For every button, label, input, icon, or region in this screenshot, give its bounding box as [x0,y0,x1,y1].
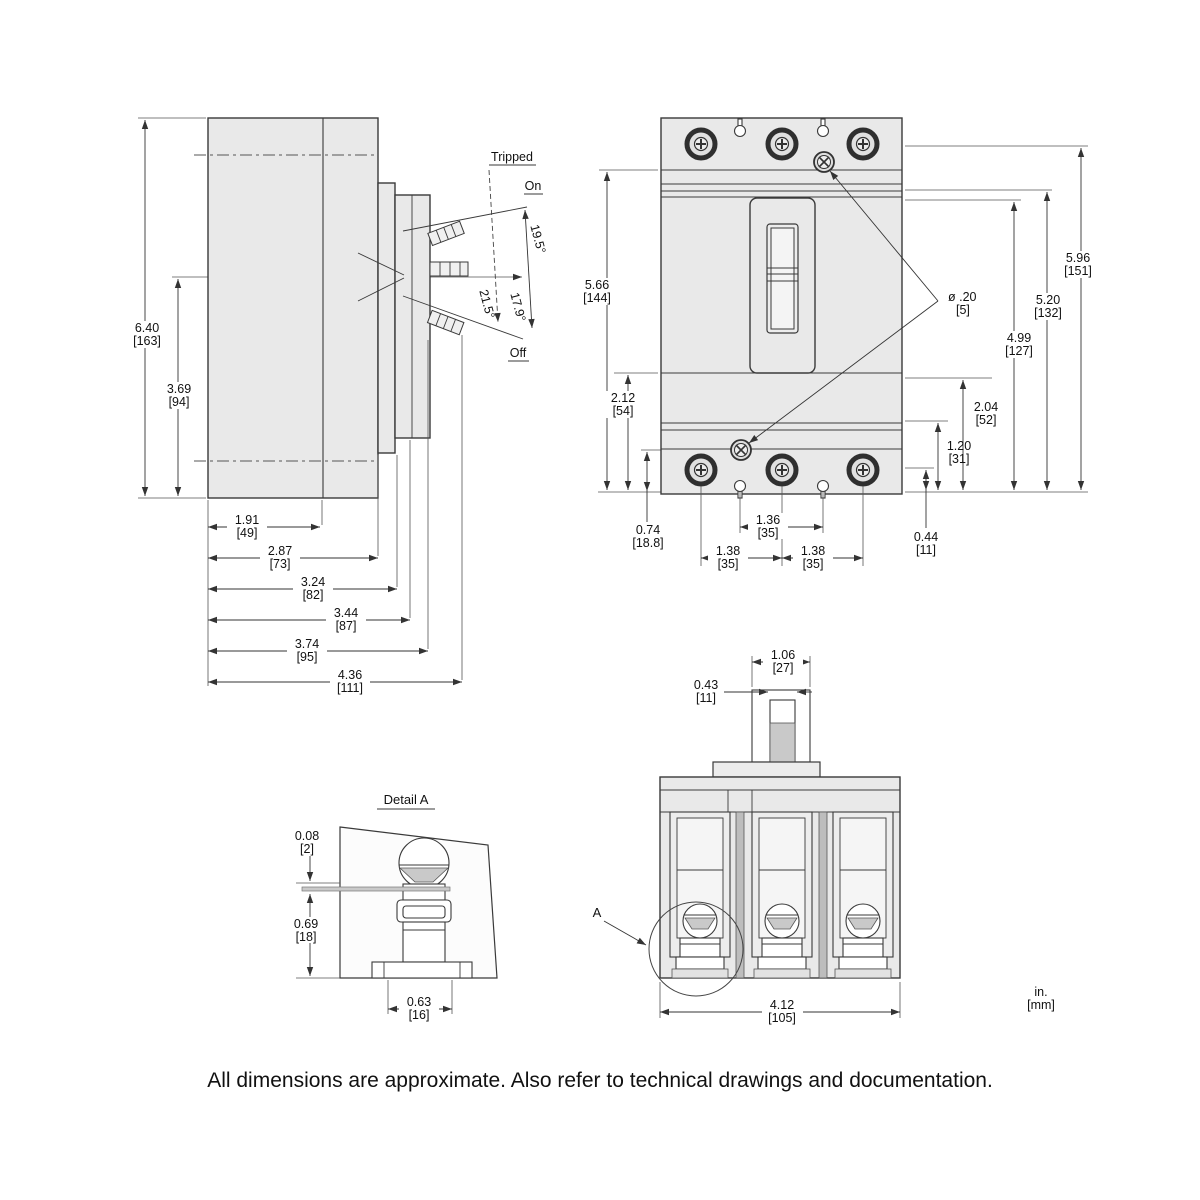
dim-right-h2-mm: [52] [975,413,997,427]
units-note-mm: [mm] [1027,998,1055,1012]
dim-depth5-mm: [95] [296,650,318,664]
mounting-screw-upper [814,152,834,172]
label-off: Off [509,346,527,360]
dim-right-h3-mm: [127] [1005,344,1033,358]
dim-depth4-mm: [87] [335,619,357,633]
dim-pole-spacing-right-mm: [35] [802,557,824,571]
dim-overall-height-in: 6.40 [134,321,160,335]
dim-pole-spacing-left-mm: [35] [717,557,739,571]
terminal-screw [687,456,715,484]
units-note-inches: in. [1034,985,1048,999]
busbar-plate [302,887,450,891]
dim-offset-left-in: 0.74 [635,523,661,537]
handle-shaft [713,690,820,777]
detail-title: Detail A [383,792,429,807]
dim-right-h4-in: 5.20 [1035,293,1061,307]
dim-right-h4-mm: [132] [1034,306,1062,320]
dim-right-h1-mm: [31] [948,452,970,466]
dim-pole-spacing-left-in: 1.38 [715,544,741,558]
dim-depth1-in: 1.91 [234,513,260,527]
dim-overall-width-mm: [105] [768,1011,796,1025]
dim-height-upper-mm: [144] [583,291,611,305]
toggle-handle [750,198,815,373]
terminal-screw [849,130,877,158]
dim-center-height-in: 3.69 [166,382,192,396]
dim-right-h5-mm: [151] [1064,264,1092,278]
dim-offset-left-mm: [18.8] [632,536,664,550]
label-on: On [524,179,542,193]
dim-handle-width-mm: [11] [696,691,716,705]
dim-terminal-width-mm: [16] [408,1008,430,1022]
dim-slot-spacing-in: 1.36 [755,513,781,527]
angle-tripped-to-off: 17.9° [507,290,529,323]
lug-terminal [833,812,893,978]
dim-plate-gap-in: 0.08 [294,829,320,843]
dim-offset-bottom-in: 0.44 [913,530,939,544]
line-terminal-stab-middle [430,262,468,276]
dim-hole-dia-mm: [5] [956,303,970,317]
dim-handle-width-in: 0.43 [693,678,719,692]
breaker-body-side [194,118,430,498]
dim-depth2-in: 2.87 [267,544,293,558]
mounting-screw-lower [731,440,751,460]
dim-depth2-mm: [73] [269,557,291,571]
dim-depth1-mm: [49] [236,526,258,540]
dim-handle-opening-in: 1.06 [770,648,796,662]
dim-height-lower-mm: [54] [612,404,634,418]
dim-right-h5-in: 5.96 [1065,251,1091,265]
dim-depth3-mm: [82] [302,588,324,602]
lug-terminal [670,812,730,978]
dim-offset-bottom-mm: [11] [916,543,936,557]
side-view [126,118,548,695]
detail-callout-label: A [592,905,602,920]
dim-slot-spacing-mm: [35] [757,526,779,540]
dim-depth3-in: 3.24 [300,575,326,589]
dim-height-lower-in: 2.12 [610,391,636,405]
angle-on-to-tripped: 19.5° [527,222,549,255]
angle-tripped-travel: 21.5° [476,287,498,320]
dim-terminal-width-in: 0.63 [406,995,432,1009]
dim-overall-width-in: 4.12 [769,998,795,1012]
dim-depth4-in: 3.44 [333,606,359,620]
dim-height-upper-in: 5.66 [584,278,610,292]
dim-depth5-in: 3.74 [294,637,320,651]
dim-depth6-in: 4.36 [337,668,363,682]
dim-hole-dia-in: ø .20 [948,290,977,304]
dim-right-h3-in: 4.99 [1006,331,1032,345]
dim-terminal-depth-mm: [18] [295,930,317,944]
bottom-view [593,648,900,1025]
front-view [576,118,1099,571]
dim-pole-spacing-right-in: 1.38 [800,544,826,558]
dim-terminal-depth-in: 0.69 [293,917,319,931]
terminal-screw [768,456,796,484]
dim-center-height-mm: [94] [168,395,190,409]
caption: All dimensions are approximate. Also refer to technical drawings and documentation. [207,1069,993,1092]
terminal-screw [687,130,715,158]
lug-terminal [752,812,812,978]
dim-depth6-mm: [111] [337,681,363,695]
dim-right-h2-in: 2.04 [973,400,999,414]
label-tripped: Tripped [491,150,533,164]
terminal-screw [849,456,877,484]
detail-a-view [286,792,497,1022]
dim-overall-height-mm: [163] [133,334,161,348]
line-terminal-stab-lower [427,310,463,334]
dim-handle-opening-mm: [27] [772,661,794,675]
dim-plate-gap-mm: [2] [300,842,314,856]
dim-right-h1-in: 1.20 [946,439,972,453]
terminal-screw [768,130,796,158]
